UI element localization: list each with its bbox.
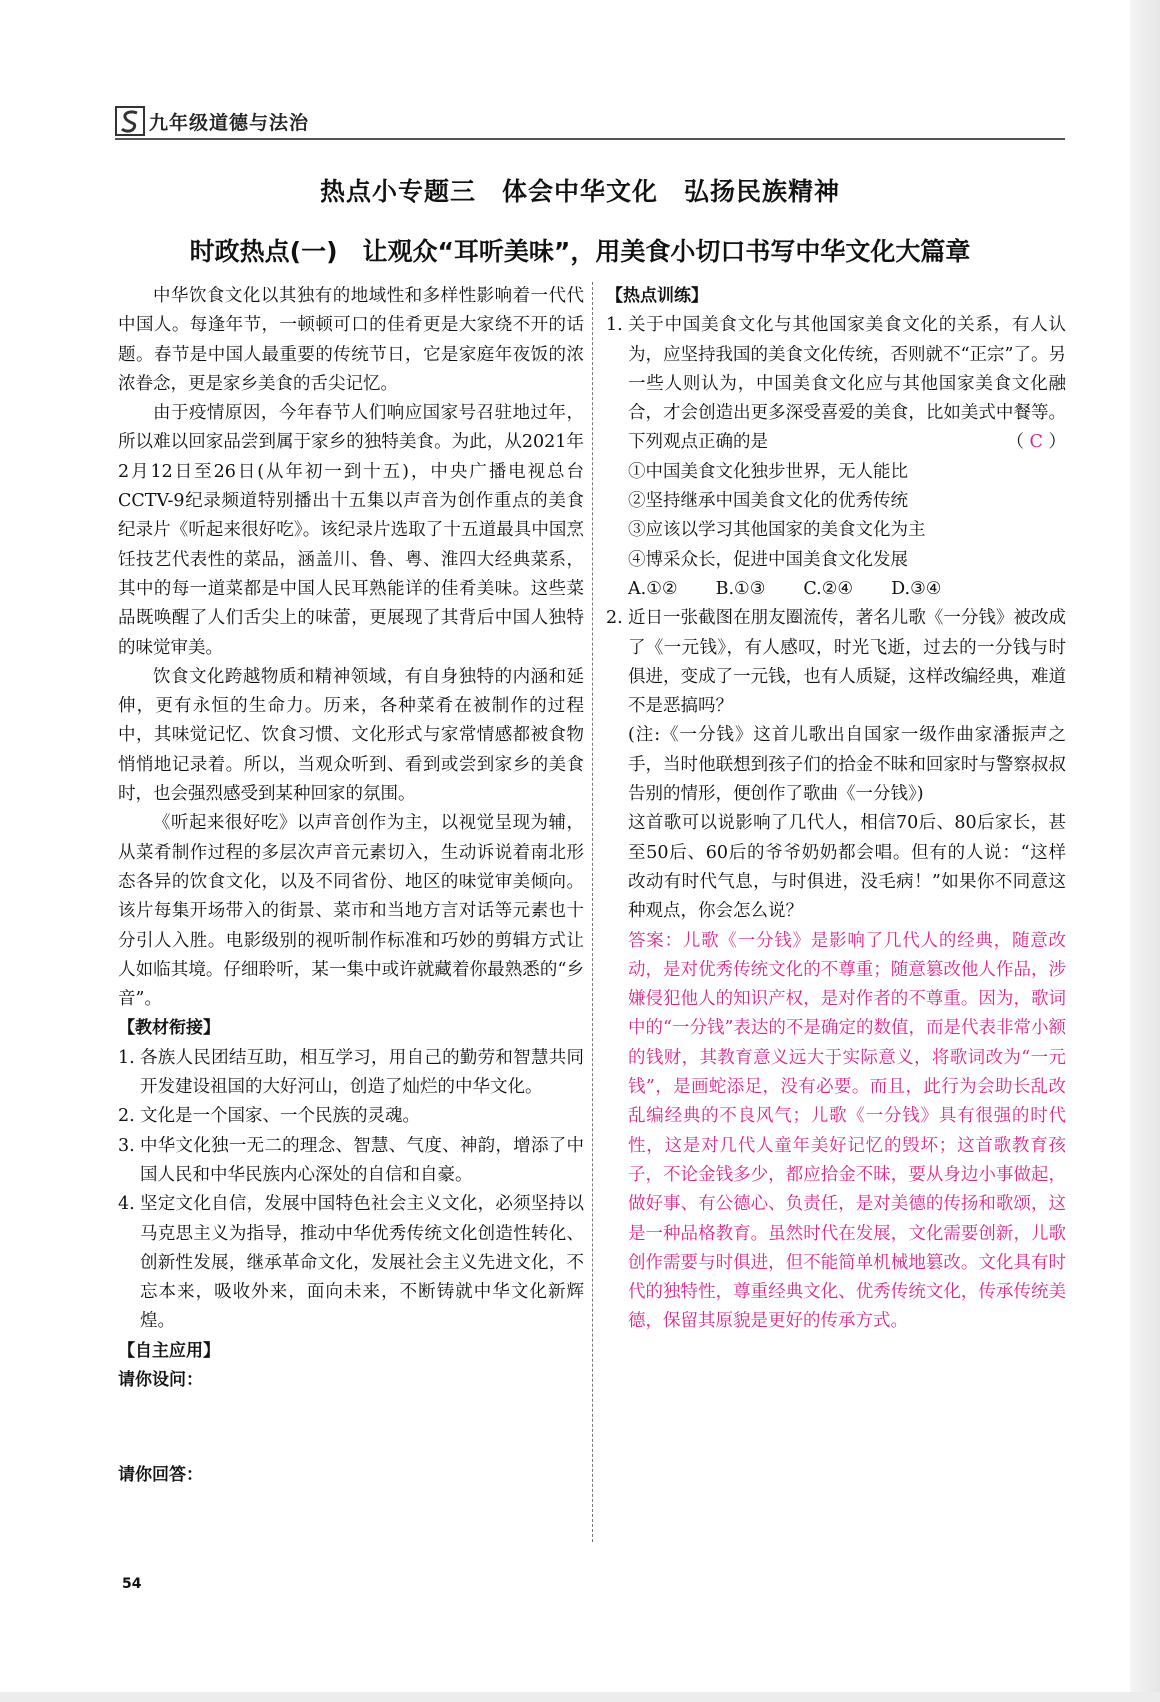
textbook-heading: 【教材衔接】: [118, 1018, 220, 1039]
item-number: 2.: [118, 1106, 135, 1127]
intro-paragraph-4: 《听起来很好吃》以声音创作为主，以视觉呈现为辅，从菜肴制作过程的多层次声音元素切入，生动诉说着南北形态各异的饮食文化，以及不同省份、地区的味觉审美倾向。该片每集开场带入的街景、菜市和当地方言对话等元素也十分引人入胜。电影级别的视听制作标准和巧妙的剪辑方式让人如临其境。仔细聆听，某一集中或许就藏着你最熟悉的“乡音”。: [118, 813, 584, 1010]
question-stem: 近日一张截图在朋友圈流传，著名儿歌《一分钱》被改成了《一元钱》，有人感叹，时光飞逝，过去的一分钱与时俱进，变成了一元钱，也有人质疑，这样改编经典，难道不是恶搞吗？: [628, 608, 1066, 717]
topic-title: 热点小专题三 体会中华文化 弘扬民族精神: [319, 177, 840, 206]
intro-paragraph-1: 中华饮食文化以其独有的地域性和多样性影响着一代代中国人。每逢年节，一顿顿可口的佳肴更是大家绕不开的话题。春节是中国人最重要的传统节日，它是家庭年夜饭的浓浓眷念，更是家乡美食的舌尖记忆。: [118, 286, 584, 394]
textbook-item: [118, 1044, 584, 1103]
answer-label: 请你回答：: [118, 1465, 203, 1486]
question-stem-continued: 这首歌可以说影响了几代人，相信70后、80后家长，甚至50后、60后的爷爷奶奶都会唱。但有的人说：“这样改动有时代气息，与时俱进，没毛病！”如果你不同意这种观点，你会怎么说？: [628, 813, 1066, 922]
question-2: [606, 604, 1066, 721]
intro-paragraph-3: 饮食文化跨越物质和精神领域，有自身独特的内涵和延伸，更有永恒的生命力。历来，各种菜肴在被制作的过程中，其味觉记忆、饮食习惯、文化形式与家常情感都被食物悄悄地记录着。所以，当观众听到、看到或尝到家乡的美食时，也会强烈感受到某种回家的氛围。: [118, 666, 584, 805]
intro-paragraph-2: 由于疫情原因，今年春节人们响应国家号召驻地过年，所以难以回家品尝到属于家乡的独特美食。为此，从2021年2月12日至26日(从年初一到十五)，中央广播电视总台CCTV-9纪录频道特别播出十五集以声音为创作重点的美食纪录片《听起来很好吃》。该纪录片选取了十五道最具中国烹饪技艺代表性的菜品，涵盖川、鲁、粤、淮四大经典菜系，其中的每一道菜都是中国人民耳熟能详的佳肴美味。这些菜品既唤醒了人们舌尖上的味蕾，更展现了其背后中国人独特的味觉审美。: [118, 403, 584, 658]
answer-key-label: 答案：: [628, 930, 683, 951]
item-number: 4.: [118, 1194, 135, 1215]
right-column: [606, 282, 1066, 1337]
options-row: [606, 575, 1066, 604]
ask-answer-space: [118, 1395, 584, 1461]
page-header: [115, 104, 1065, 140]
question-stem: [628, 311, 1066, 457]
ask-label: 请你设问：: [118, 1369, 203, 1390]
header-rule: [115, 138, 1065, 140]
question-number: 1.: [606, 315, 623, 336]
item-number: 1.: [118, 1047, 135, 1068]
option-c: C.②④: [803, 578, 854, 599]
subject-title: 九年级道德与法治: [149, 112, 310, 134]
page-number: 54: [122, 1576, 142, 1592]
question-stem-text: 关于中国美食文化与其他国家美食文化的关系，有人认为，应坚持我国的美食文化传统，否则就不“正宗”了。另一些人则认为，中国美食文化应与其他国家美食文化融合，才会创造出更多深受喜爱的美食，比如美式中餐等。下列观点正确的是: [628, 315, 1066, 453]
column-divider: [592, 282, 593, 1542]
textbook-item: [118, 1190, 584, 1336]
left-column: [118, 282, 584, 1491]
item-text: 文化是一个国家、一个民族的灵魂。: [140, 1106, 420, 1127]
item-text: 中华文化独一无二的理念、智慧、气度、神韵，增添了中国人民和中华民族内心深处的自信和自豪。: [140, 1135, 584, 1185]
question-note: (注:《一分钱》这首儿歌出自国家一级作曲家潘振声之手，当时他联想到孩子们的拾金不昧和回家时与警察叔叔告别的情形，便创作了歌曲《一分钱》): [628, 725, 1066, 805]
item-text: 坚定文化自信，发展中国特色社会主义文化，必须坚持以马克思主义为指导，推动中华优秀传统文化创造性转化、创新性发展，继承革命文化，发展社会主义先进文化，不忘本来，吸收外来，面向未来，不断铸就中华文化新辉煌。: [140, 1194, 584, 1332]
training-heading: 【热点训练】: [606, 286, 708, 306]
statement: ①中国美食文化独步世界，无人能比: [628, 461, 908, 482]
answer-text: [606, 927, 1066, 1337]
answer-choice: C: [1029, 432, 1043, 453]
question-number: 2.: [606, 608, 623, 629]
page-edge-bottom: [0, 1692, 1160, 1702]
item-number: 3.: [118, 1135, 135, 1156]
option-a: A.①②: [628, 578, 678, 599]
option-d: D.③④: [891, 578, 942, 599]
topic-subtitle: 时政热点(一) 让观众“耳听美味”，用美食小切口书写中华文化大篇章: [189, 237, 971, 266]
answer-body: 儿歌《一分钱》是影响了几代人的经典，随意改动，是对优秀传统文化的不尊重；随意篡改他人作品，涉嫌侵犯他人的知识产权，是对作者的不尊重。因为，歌词中的“一分钱”表达的不是确定的数值，而是代表非常小额的钱财，其教育意义远大于实际意义，将歌词改为“一元钱”，是画蛇添足，没有必要。而且，此行为会助长乱改乱编经典的不良风气；儿歌《一分钱》具有很强的时代性，这是对几代人童年美好记忆的毁坏；这首歌教育孩子，不论金钱多少，都应拾金不昧，要从身边小事做起，做好事、有公德心、负责任，是对美德的传扬和歌颂，这是一种品格教育。虽然时代在发展，文化需要创新，儿歌创作需要与时俱进，但不能简单机械地篡改。文化具有时代的独特性，尊重经典文化、优秀传统文化，传承传统美德，保留其原貌是更好的传承方式。: [628, 930, 1067, 1332]
apply-heading: 【自主应用】: [118, 1340, 220, 1361]
question-1: [606, 311, 1066, 457]
bracket-close: ）: [1048, 432, 1066, 453]
publisher-logo-icon: [115, 106, 145, 136]
textbook-item: [118, 1132, 584, 1191]
option-b: B.①③: [715, 578, 766, 599]
textbook-item: [118, 1102, 584, 1131]
statement: ④博采众长，促进中国美食文化发展: [628, 549, 908, 570]
bracket-open: （: [1006, 432, 1024, 453]
statement: ③应该以学习其他国家的美食文化为主: [628, 520, 926, 541]
statement: ②坚持继承中国美食文化的优秀传统: [628, 491, 908, 512]
item-text: 各族人民团结互助，相互学习，用自己的勤劳和智慧共同开发建设祖国的大好河山，创造了灿烂的中华文化。: [140, 1047, 584, 1098]
